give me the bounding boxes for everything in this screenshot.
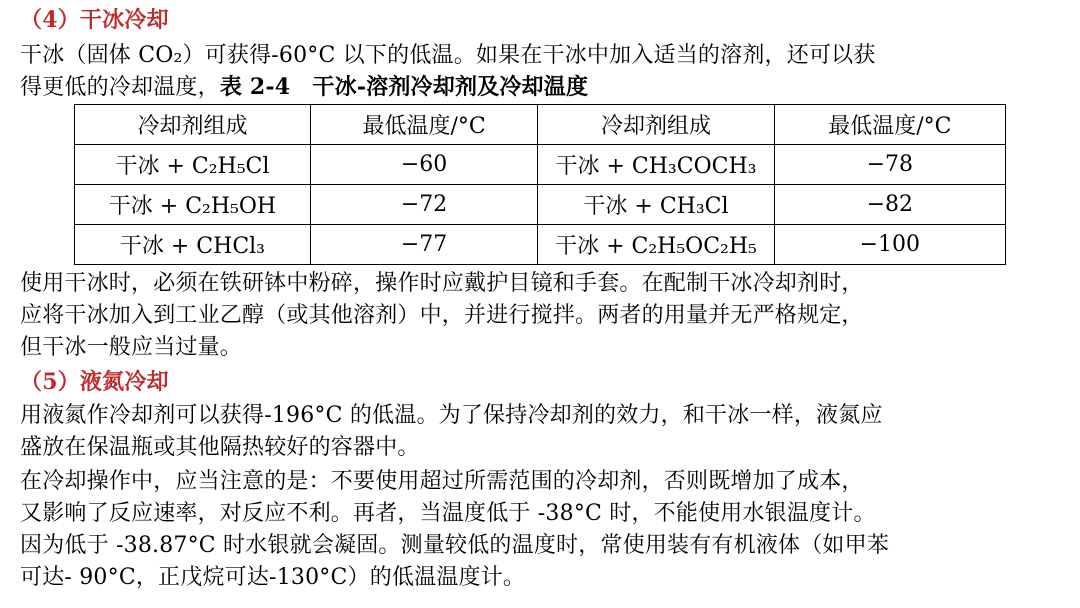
table-cell: −60 [310, 145, 537, 185]
paragraph-2-line-3: 但干冰一般应当过量。 [20, 335, 243, 360]
table-header-cell: 最低温度/°C [310, 105, 537, 145]
table-header-cell: 冷却剂组成 [75, 105, 311, 145]
table-cell: −100 [774, 225, 1005, 265]
section-4-heading: （4）干冰冷却 [20, 7, 169, 33]
paragraph-2-line-1: 使用干冰时，必须在铁研钵中粉碎，操作时应戴护目镜和手套。在配制干冰冷却剂时， [20, 271, 864, 296]
table-header-cell: 最低温度/°C [774, 105, 1005, 145]
table-cell: −78 [774, 145, 1005, 185]
paragraph-5-line-1: 用液氮作冷却剂可以获得-196°C 的低温。为了保持冷却剂的效力，和干冰一样，液氮应 [20, 403, 883, 428]
paragraph-1-line-2 [20, 73, 588, 102]
paragraph-3-line-1: 在冷却操作中，应当注意的是：不要使用超过所需范围的冷却剂，否则既增加了成本， [20, 469, 864, 494]
paragraph-3-line-2: 又影响了反应速率，对反应不利。再者，当温度低于 -38°C 时，不能使用水银温度计。 [20, 501, 876, 526]
table-caption: 表 2-4 干冰-溶剂冷却剂及冷却温度 [219, 74, 589, 100]
table-header-row [75, 105, 1006, 145]
table-row [75, 145, 1006, 185]
section-5-heading: （5）液氮冷却 [20, 369, 169, 395]
table-cell: 干冰 + C₂H₅Cl [75, 145, 311, 185]
table-cell: 干冰 + CH₃Cl [538, 185, 774, 225]
table-cell: 干冰 + CHCl₃ [75, 225, 311, 265]
paragraph-2-line-2: 应将干冰加入到工业乙醇（或其他溶剂）中，并进行搅拌。两者的用量并无严格规定， [20, 303, 864, 328]
paragraph-1-line-1: 干冰（固体 CO₂）可获得-60°C 以下的低温。如果在干冰中加入适当的溶剂，还可以获 [20, 43, 876, 68]
paragraph-3-line-4: 可达- 90°C，正戊烷可达-130°C）的低温温度计。 [20, 565, 526, 590]
table-cell: 干冰 + C₂H₅OH [75, 185, 311, 225]
table-cell: 干冰 + C₂H₅OC₂H₅ [538, 225, 774, 265]
paragraph-1-line-2-text: 得更低的冷却温度， [20, 75, 220, 100]
table-cell: −72 [310, 185, 537, 225]
coolant-table [74, 104, 1006, 265]
table-cell: 干冰 + CH₃COCH₃ [538, 145, 774, 185]
table-header-cell: 冷却剂组成 [538, 105, 774, 145]
table-cell: −77 [310, 225, 537, 265]
paragraph-3-line-3: 因为低于 -38.87°C 时水银就会凝固。测量较低的温度时，常使用装有有机液体（如甲苯 [20, 533, 890, 558]
table-row [75, 225, 1006, 265]
paragraph-5-line-2: 盛放在保温瓶或其他隔热较好的容器中。 [20, 435, 420, 460]
table-cell: −82 [774, 185, 1005, 225]
table-row [75, 185, 1006, 225]
